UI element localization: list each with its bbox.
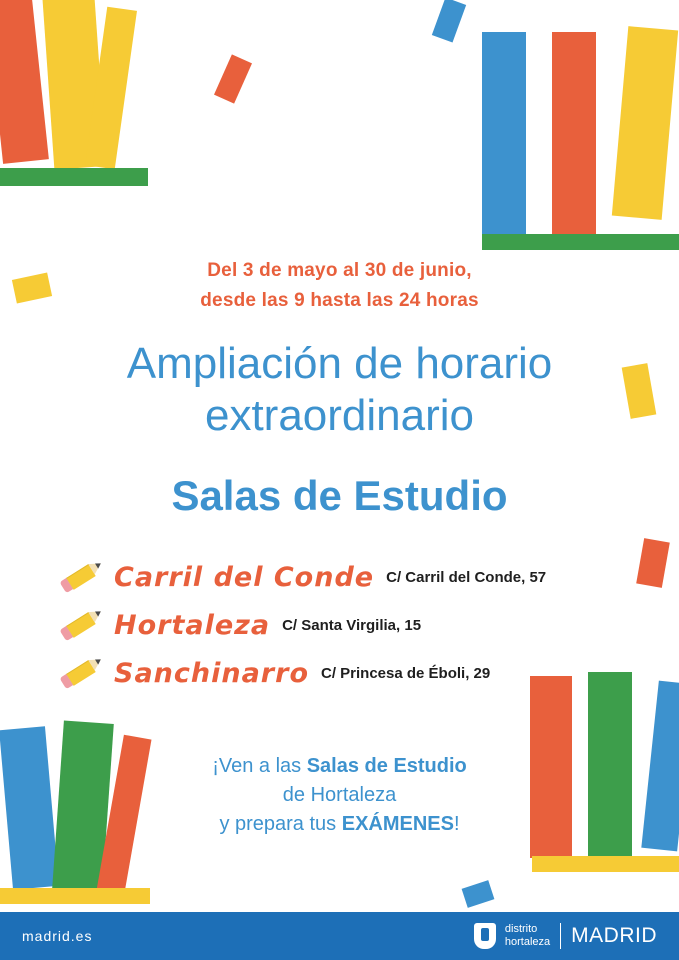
cta-line-3-prefix: y prepara tus: [219, 813, 342, 835]
dates-line-2: desde las 9 hasta las 24 horas: [200, 290, 479, 311]
headline-line-2: extraordinario: [204, 391, 475, 440]
cta-line-1: [0, 752, 679, 781]
headline-line-1: Ampliación de horario: [126, 339, 553, 388]
dates-line-1: Del 3 de mayo al 30 de junio,: [207, 260, 472, 281]
shelf-green-topright: [482, 234, 679, 250]
list-item: [60, 604, 600, 646]
cta-line-2: de Hortaleza: [282, 784, 397, 806]
location-address: C/ Carril del Conde, 57: [386, 568, 547, 586]
dates-block: [0, 256, 679, 316]
location-name: Hortaleza: [114, 609, 271, 641]
book-spine-yellow-topright: [612, 26, 678, 220]
cta-line-3: [0, 810, 679, 839]
footer-website-link[interactable]: madrid.es: [22, 928, 93, 944]
list-item: [60, 652, 600, 694]
cta-line-1-strong: Salas de Estudio: [306, 755, 467, 777]
location-address: C/ Princesa de Éboli, 29: [321, 664, 491, 682]
pencil-icon: [58, 654, 103, 692]
book-spine-red-topleft: [0, 0, 49, 164]
cta-line-3-strong: EXÁMENES: [341, 813, 454, 835]
district-line-2: hortaleza: [504, 936, 551, 948]
book-spine-blue-topright: [482, 32, 526, 240]
district-line-1: distrito: [504, 923, 538, 935]
confetti-blue-top: [432, 0, 466, 43]
headline: [0, 338, 679, 442]
madrid-crest-icon: [474, 923, 496, 949]
confetti-orange-top: [214, 54, 252, 103]
book-spine-orange-topright: [552, 32, 596, 240]
pencil-icon: [58, 606, 103, 644]
list-item: [60, 556, 600, 598]
shelf-yellow-bottomright: [532, 856, 679, 872]
location-name: Sanchinarro: [114, 657, 309, 689]
locations-list: [60, 556, 600, 700]
location-name: Carril del Conde: [114, 561, 375, 593]
confetti-orange-right: [636, 538, 670, 588]
call-to-action: [0, 752, 679, 839]
shelf-yellow-bottomleft: [0, 888, 150, 904]
cta-line-1-prefix: ¡Ven a las: [212, 755, 307, 777]
confetti-blue-bottom: [462, 880, 495, 908]
footer-branding: [474, 923, 657, 949]
location-address: C/ Santa Virgilia, 15: [282, 616, 422, 634]
footer-bar: [0, 912, 679, 960]
district-label: [505, 923, 561, 949]
pencil-icon: [58, 558, 103, 596]
subtitle: Salas de Estudio: [171, 472, 508, 519]
cta-line-3-suffix: !: [453, 813, 460, 835]
madrid-wordmark: MADRID: [571, 924, 657, 947]
shelf-green-topleft: [0, 168, 148, 186]
